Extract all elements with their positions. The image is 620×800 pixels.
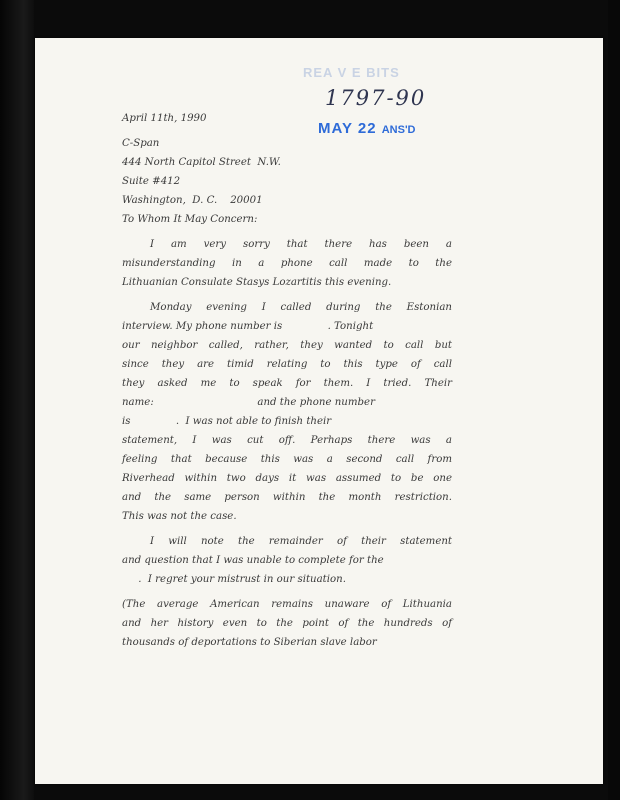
paragraph-line: feeling that because this was a second call from [122, 454, 452, 465]
scan-border-left [0, 0, 34, 800]
letter-date: April 11th, 1990 [122, 113, 207, 124]
paragraph-line: Riverhead within two days it was assumed to be one [122, 473, 452, 484]
address-line: 444 North Capitol Street N.W. [122, 157, 281, 168]
paragraph-line: they asked me to speak for them. I tried. Their [122, 378, 452, 389]
paragraph-line: interview. My phone number is . Tonight [122, 321, 374, 332]
paragraph-line: name: and the phone number [122, 397, 375, 408]
paragraph [122, 235, 452, 292]
paragraph-line: . I regret your mistrust in our situation. [122, 574, 346, 585]
handwritten-file-number: 1797-90 [325, 86, 427, 110]
address-line: Washington, D. C. 20001 [122, 195, 263, 206]
paragraph [122, 595, 452, 652]
paragraph-line: and her history even to the point of the hundreds of [122, 618, 452, 629]
letter-body [122, 109, 452, 652]
answered-mark: ANS'D [381, 124, 416, 136]
paragraph [122, 532, 452, 589]
paragraph-line: Monday evening I called during the Estonian [150, 302, 452, 313]
faded-stamp: REA V E BITS [303, 65, 400, 80]
scan-border-right [608, 0, 620, 800]
paragraph-line: is . I was not able to finish their [122, 416, 332, 427]
paragraph-line: This was not the case. [122, 511, 237, 522]
paragraph-line: statement, I was cut off. Perhaps there was a [122, 435, 452, 446]
paragraph-line: our neighbor called, rather, they wanted to call but [122, 340, 452, 351]
salutation: To Whom It May Concern: [122, 214, 258, 225]
paragraph-line: (The average American remains unaware of Lithuania [122, 599, 452, 610]
paragraph-line: I am very sorry that there has been a [150, 239, 452, 250]
address-line: C-Span [122, 138, 160, 149]
paragraph-line: I will note the remainder of their statement [150, 536, 452, 547]
paragraph-line: misunderstanding in a phone call made to the [122, 258, 452, 269]
paragraph-line: and the same person within the month restriction. [122, 492, 452, 503]
paragraph-line: thousands of deportations to Siberian slave labor [122, 637, 377, 648]
paragraph-line: and question that I was unable to complete for the [122, 555, 384, 566]
paragraph [122, 298, 452, 526]
received-date: MAY 22 [318, 120, 377, 137]
paragraph-line: Lithuanian Consulate Stasys Lozartitis this evening. [122, 277, 392, 288]
paragraph-line: since they are timid relating to this type of call [122, 359, 452, 370]
address-line: Suite #412 [122, 176, 181, 187]
